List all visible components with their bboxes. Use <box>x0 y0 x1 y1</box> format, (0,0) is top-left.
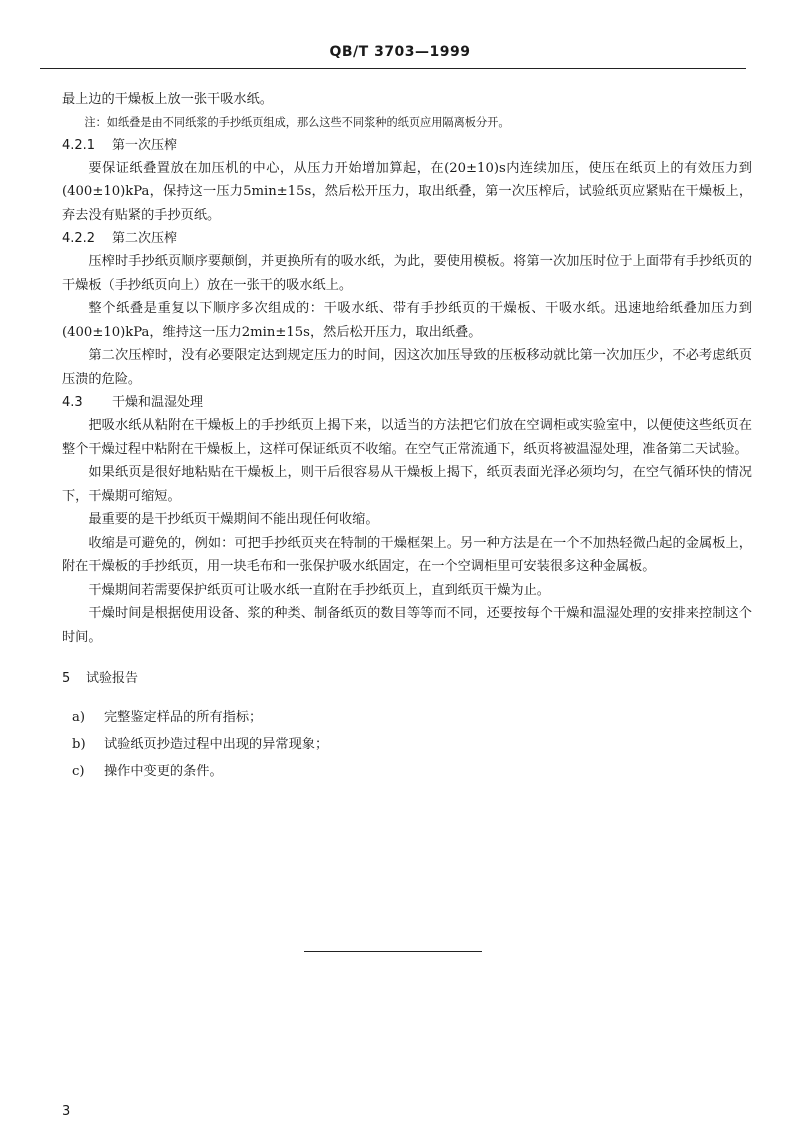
document-body <box>62 88 752 785</box>
paragraph-drying-2: 如果纸页是很好地粘贴在干燥板上，则干后很容易从干燥板上揭下，纸页表面光泽必须均匀，在空气循环快的情况下，干燥期可缩短。 <box>62 465 752 504</box>
report-items-list <box>62 704 752 785</box>
list-item-text: 试验纸页抄造过程中出现的异常现象； <box>104 737 329 752</box>
section-title: 第一次压榨 <box>112 137 178 153</box>
list-item <box>62 758 752 785</box>
paragraph-drying-1: 把吸水纸从粘附在干燥板上的手抄纸页上揭下来，以适当的方法把它们放在空调柜或实验室中，以便使这些纸页在整个干燥过程中粘附在干燥板上，这样可保证纸页不收缩。在空气正常流通下，纸页将被温湿处理，准备第二天试验。 <box>62 418 752 457</box>
paragraph-second-press-1: 压榨时手抄纸页顺序要颠倒，并更换所有的吸水纸，为此，要使用模板。将第一次加压时位于上面带有手抄纸页的干燥板（手抄纸页向上）放在一张干的吸水纸上。 <box>62 254 752 293</box>
list-item <box>62 704 752 731</box>
note-paragraph: 注：如纸叠是由不同纸浆的手抄纸页组成，那么这些不同浆种的纸页应用隔离板分开。 <box>84 115 510 129</box>
section-title: 干燥和温湿处理 <box>112 395 204 410</box>
paragraph-second-press-3: 第二次压榨时，没有必要限定达到规定压力的时间，因这次加压导致的压板移动就比第一次加压少，不必考虑纸页压溃的危险。 <box>62 348 752 387</box>
end-of-document-rule <box>304 951 482 952</box>
list-item-label: c) <box>72 764 85 779</box>
list-item-label: b) <box>72 737 86 752</box>
section-number: 4.3 <box>62 395 83 410</box>
paragraph-drying-3: 最重要的是干抄纸页干燥期间不能出现任何收缩。 <box>88 512 379 527</box>
section-5-heading <box>62 667 752 690</box>
page-number: 3 <box>62 1104 71 1119</box>
paragraph-second-press-2: 整个纸叠是重复以下顺序多次组成的：干吸水纸、带有手抄纸页的干燥板、干吸水纸。迅速地给纸叠加压力到(400±10)kPa，维持这一压力2min±15s，然后松开压力，取出纸叠。 <box>62 301 752 340</box>
list-item-label: a) <box>72 710 86 725</box>
section-number: 5 <box>62 671 71 686</box>
section-4-3-heading <box>62 391 752 414</box>
standard-code: QB/T 3703—1999 <box>329 44 471 60</box>
section-title: 试验报告 <box>86 671 139 686</box>
section-4-2-1-heading <box>62 134 752 157</box>
section-4-2-2-heading <box>62 227 752 250</box>
section-number: 4.2.1 <box>62 137 96 153</box>
header-rule <box>40 68 746 69</box>
paragraph-first-press: 要保证纸叠置放在加压机的中心，从压力开始增加算起，在(20±10)s内连续加压，使压在纸页上的有效压力到(400±10)kPa，保持这一压力5min±15s，然后松开压力，取出纸叠，第一次压榨后，试验纸页应紧贴在干燥板上，弃去没有贴紧的手抄页纸。 <box>62 160 752 223</box>
list-item <box>62 731 752 758</box>
paragraph-drying-5: 干燥期间若需要保护纸页可让吸水纸一直附在手抄纸页上，直到纸页干燥为止。 <box>88 582 550 598</box>
list-item-text: 完整鉴定样品的所有指标； <box>104 710 263 725</box>
section-number: 4.2.2 <box>62 231 96 246</box>
section-title: 第二次压榨 <box>112 231 178 246</box>
paragraph-drying-6: 干燥时间是根据使用设备、浆的种类、制备纸页的数目等等而不同，还要按每个干燥和温湿处理的安排来控制这个时间。 <box>62 606 752 645</box>
list-item-text: 操作中变更的条件。 <box>104 764 223 779</box>
intro-paragraph: 最上边的干燥板上放一张干吸水纸。 <box>62 92 273 107</box>
paragraph-drying-4: 收缩是可避免的，例如：可把手抄纸页夹在特制的干燥框架上。另一种方法是在一个不加热轻微凸起的金属板上，附在干燥板的手抄纸页，用一块毛布和一张保护吸水纸固定，在一个空调柜里可安装很多这种金属板。 <box>62 535 752 574</box>
